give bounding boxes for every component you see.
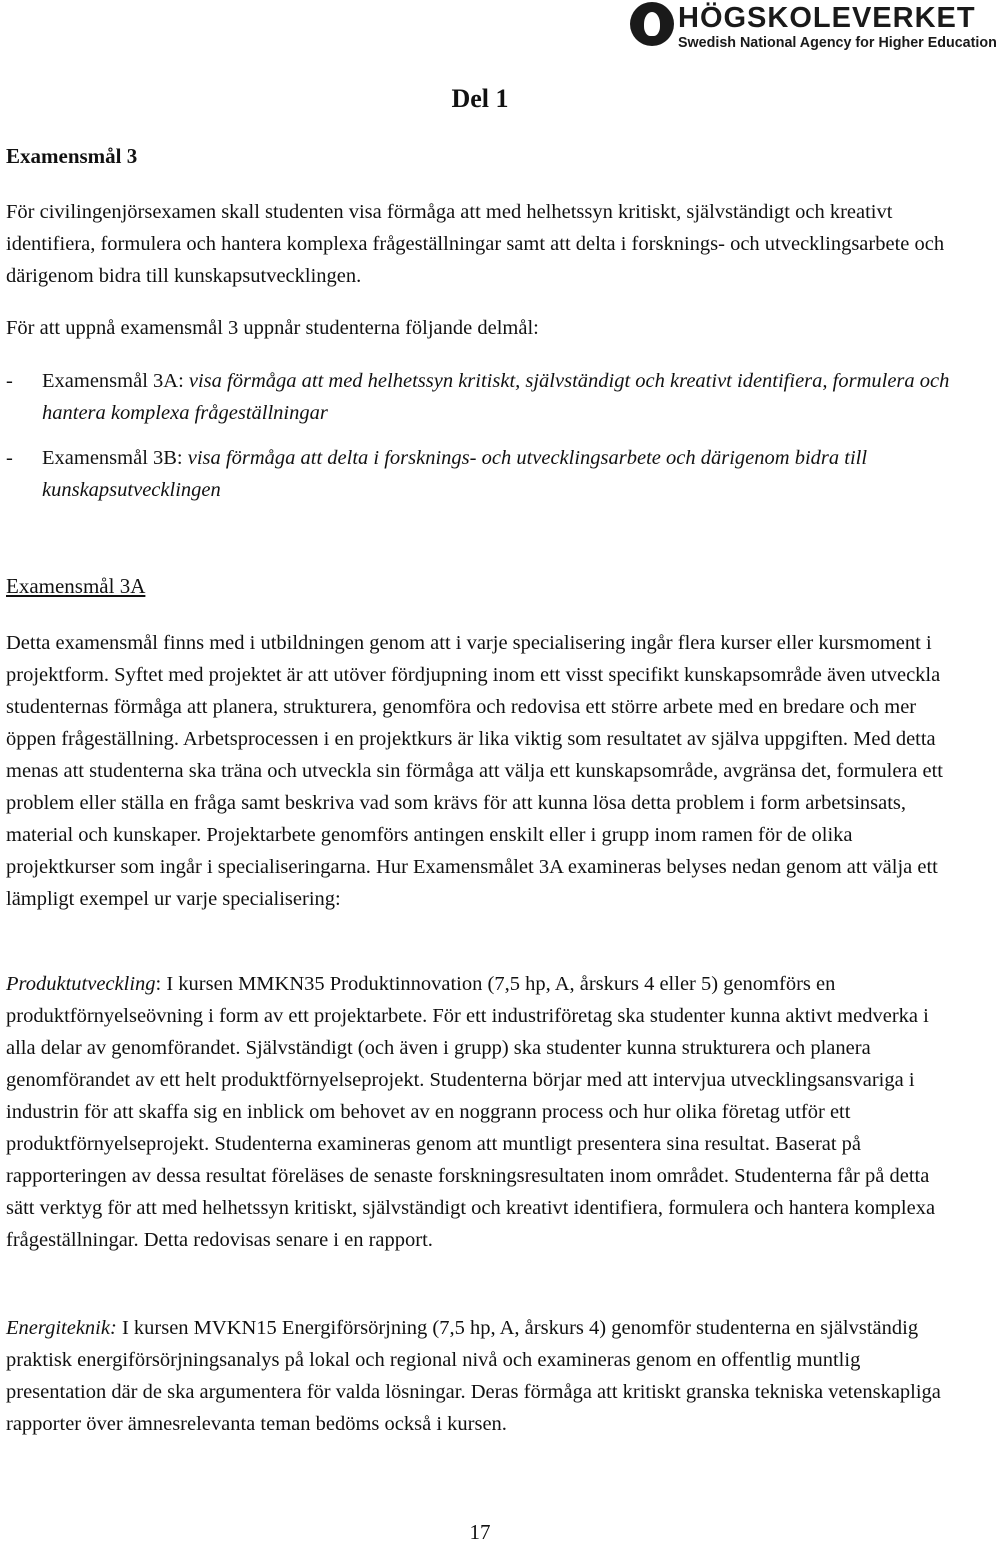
body-paragraph-energiteknik (6, 1312, 961, 1440)
logo-name: HÖGSKOLEVERKET (678, 2, 976, 34)
body-paragraph: Detta examensmål finns med i utbildningen genom att i varje specialisering ingår flera kurser eller kursmoment i projektform. Syftet med projektet är att utöver fördjupning inom ett visst specifikt kunskapsområde även utveckla studenternas förmåga att planera, strukturera, genomföra och redovisa ett större arbete med en bredare och mer öppen frågeställning. Arbetsprocessen i en projektkurs är lika viktig som resultatet av själva uppgiften. Med detta menas att studenterna ska träna och utveckla sin förmåga att välja ett kunskapsområde, avgränsa det, formulera ett problem eller ställa en fråga samt beskriva vad som krävs för att kunna lösa detta problem i form arbetsinsats, material och kunskaper. Projektarbete genomförs antingen enskilt eller i grupp inom ramen för de olika projektkurser som ingår i specialiseringarna. Hur Examensmålet 3A examineras belyses nedan genom att välja ett lämpligt exempel ur varje specialisering: (6, 632, 943, 910)
part-title: Del 1 (451, 84, 509, 113)
list-dash: - (6, 370, 13, 392)
agency-logo-mark-icon (630, 2, 674, 46)
list-dash: - (6, 447, 13, 469)
sub-heading: Examensmål 3A (6, 574, 146, 598)
section-heading: Examensmål 3 (6, 144, 138, 168)
goal-label: Examensmål 3A: (42, 370, 184, 392)
paragraph-label: Produktutveckling (6, 973, 156, 995)
logo-subtitle: Swedish National Agency for Higher Education (678, 35, 997, 51)
agency-logo (630, 0, 997, 56)
paragraph-label: Energiteknik: (6, 1317, 117, 1339)
body-paragraph-produktutveckling (6, 968, 961, 1256)
goal-label: Examensmål 3B: (42, 447, 183, 469)
lead-paragraph: För att uppnå examensmål 3 uppnår studenterna följande delmål: (6, 317, 539, 339)
goal-list (6, 365, 961, 519)
page-number: 17 (469, 1520, 491, 1544)
intro-paragraph: För civilingenjörsexamen skall studenten visa förmåga att med helhetssyn kritiskt, självständigt och kreativt identifiera, formulera och hantera komplexa frågeställningar samt att delta i forsknings- och utvecklingsarbete och därigenom bidra till kunskapsutvecklingen. (6, 201, 945, 287)
paragraph-text: : I kursen MMKN35 Produktinnovation (7,5 hp, A, årskurs 4 eller 5) genomförs en produktförnyelseövning i form av ett projektarbete. För ett industriföretag ska studenter kunna aktivt medverka i alla delar av genomförandet. Självständigt (och även i grupp) ska studenter kunna strukturera och planera genomförandet av ett helt produktförnyelseprojekt. Studenterna börjar med att intervjua utvecklingsansvariga i industrin för att skaffa sig en inblick om behovet av en noggrann process och hur olika företag utför ett produktförnyelseprojekt. Studenterna examineras genom att muntligt presentera sina resultat. Baserat på rapporteringen av dessa resultat föreläses de senaste forskningsresultaten inom området. Studenterna får på detta sätt verktyg för att med helhetssyn kritiskt, självständigt och kreativt identifiera, formulera och hantera komplexa frågeställningar. Detta redovisas senare i en rapport. (6, 973, 936, 1251)
goal-text: visa förmåga att delta i forsknings- och utvecklingsarbete och därigenom bidra till kunskapsutvecklingen (42, 447, 868, 501)
goal-item-3b (6, 442, 961, 506)
goal-text: visa förmåga att med helhetssyn kritiskt, självständigt och kreativt identifiera, formulera och hantera komplexa frågeställningar (42, 370, 950, 424)
goal-item-3a (6, 365, 961, 429)
paragraph-text: I kursen MVKN15 Energiförsörjning (7,5 hp, A, årskurs 4) genomför studenterna en självständig praktisk energiförsörjningsanalys på lokal och regional nivå och examineras genom en offentlig muntlig presentation där de ska argumentera för valda lösningar. Deras förmåga att kritiskt granska tekniska vetenskapliga rapporter över ämnesrelevanta teman bedöms också i kursen. (6, 1317, 941, 1435)
